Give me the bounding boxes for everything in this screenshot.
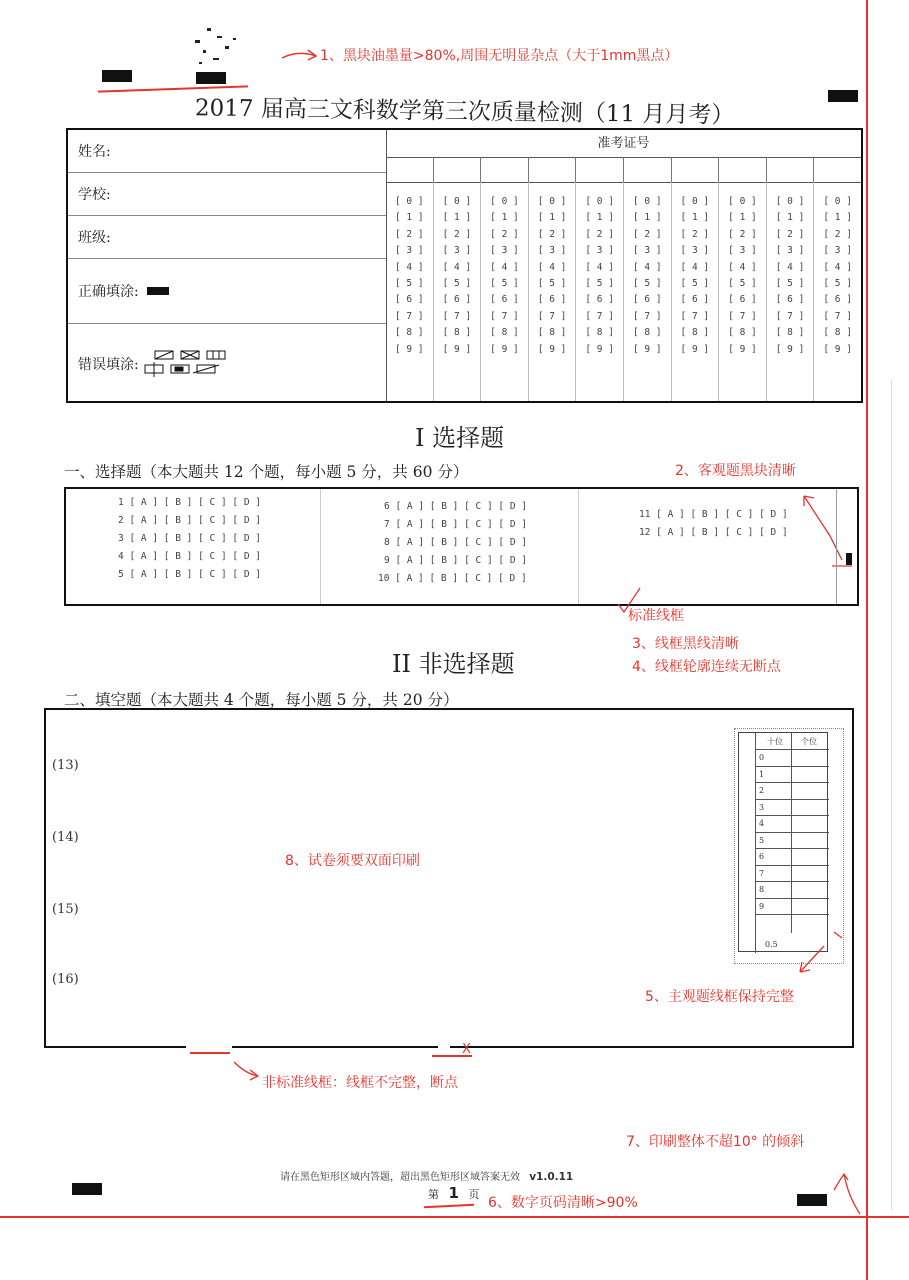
id-bubble[interactable]: [ 6 ] — [823, 294, 852, 306]
id-bubble[interactable]: [ 4 ] — [680, 261, 710, 273]
fill-question-label: (13) — [52, 758, 79, 773]
school-label: 学校: — [78, 187, 111, 203]
annotation-page-number: 6、数字页码清晰>90% — [488, 1195, 638, 1211]
position-mark-top-left-2 — [196, 72, 226, 84]
id-bubble[interactable]: [ 0 ] — [728, 196, 757, 207]
id-bubble[interactable]: [ 9 ] — [442, 343, 472, 355]
page-number — [428, 1184, 479, 1202]
id-digit-column — [672, 182, 720, 401]
correct-fill-sample-icon — [147, 287, 169, 295]
annotation-duplex-print: 8、试卷须要双面印刷 — [285, 853, 420, 869]
id-bubble[interactable]: [ 2 ] — [680, 228, 710, 240]
check-mark-icon — [614, 586, 644, 616]
score-row-label: 4 — [759, 819, 765, 828]
id-digit-column — [719, 182, 767, 401]
section1-heading: I 选择题 — [415, 424, 505, 452]
section2-heading: II 非选择题 — [392, 650, 515, 678]
student-info-column — [68, 130, 387, 401]
id-bubble[interactable]: [ 8 ] — [442, 327, 472, 339]
id-bubble[interactable]: [ 4 ] — [394, 261, 424, 273]
multiple-choice-box — [64, 487, 859, 606]
pointer-arrow-icon — [826, 1160, 866, 1216]
x-mark: X — [462, 1042, 471, 1057]
id-write-box[interactable] — [672, 157, 720, 182]
id-bubble[interactable]: [ 8 ] — [632, 327, 662, 339]
id-bubble[interactable]: [ 0 ] — [680, 196, 710, 207]
exam-id-bubble-grid — [386, 182, 861, 401]
id-bubble[interactable]: [ 7 ] — [775, 310, 805, 322]
id-bubble[interactable]: [ 1 ] — [775, 212, 805, 224]
class-label: 班级: — [78, 230, 111, 246]
id-bubble[interactable]: [ 2 ] — [442, 228, 472, 240]
id-bubble[interactable]: [ 4 ] — [537, 261, 567, 273]
col-tens-header: 十位 — [767, 737, 783, 746]
id-digit-column — [767, 182, 815, 401]
id-bubble[interactable]: [ 6 ] — [585, 294, 614, 306]
id-bubble[interactable]: [ 4 ] — [775, 261, 805, 273]
mc-question[interactable]: 8 [ A ] [ B ] [ C ] [ D ] — [384, 537, 527, 548]
id-bubble[interactable]: [ 8 ] — [585, 327, 614, 339]
id-bubble[interactable]: [ 6 ] — [537, 294, 567, 306]
class-field[interactable] — [68, 216, 386, 259]
id-bubble[interactable]: [ 4 ] — [632, 261, 662, 273]
id-bubble[interactable]: [ 1 ] — [728, 212, 757, 224]
id-bubble[interactable]: [ 5 ] — [632, 277, 662, 289]
id-bubble[interactable]: [ 5 ] — [490, 277, 519, 289]
id-write-box[interactable] — [434, 157, 482, 182]
id-bubble[interactable]: [ 7 ] — [680, 310, 710, 322]
id-bubble[interactable]: [ 2 ] — [775, 228, 805, 240]
id-digit-column — [481, 182, 529, 401]
id-bubble[interactable]: [ 9 ] — [490, 343, 519, 355]
id-bubble[interactable]: [ 1 ] — [585, 212, 614, 224]
id-bubble[interactable]: [ 3 ] — [680, 245, 710, 257]
score-row-label: 8 — [759, 885, 765, 894]
id-bubble[interactable]: [ 5 ] — [394, 277, 424, 289]
id-digit-column — [529, 182, 577, 401]
mc-divider-3 — [836, 489, 837, 604]
half-point-label[interactable]: 0.5 — [765, 940, 778, 949]
id-bubble[interactable]: [ 8 ] — [823, 327, 852, 339]
id-bubble[interactable]: [ 2 ] — [537, 228, 567, 240]
wrong-fill-row — [68, 324, 386, 403]
id-bubble[interactable]: [ 1 ] — [632, 212, 662, 224]
mc-divider-1 — [320, 489, 321, 604]
col-ones-header: 个位 — [801, 737, 817, 746]
footer-notice — [280, 1168, 573, 1183]
position-mark-top-left-1 — [102, 70, 132, 82]
id-bubble[interactable]: [ 4 ] — [585, 261, 614, 273]
id-bubble[interactable]: [ 6 ] — [442, 294, 472, 306]
id-bubble[interactable]: [ 5 ] — [823, 277, 852, 289]
break-underline-1 — [190, 1052, 230, 1054]
id-bubble[interactable]: [ 7 ] — [394, 310, 424, 322]
id-write-box[interactable] — [576, 157, 624, 182]
id-bubble[interactable]: [ 5 ] — [537, 277, 567, 289]
exam-id-write-boxes — [386, 157, 861, 183]
id-bubble[interactable]: [ 8 ] — [490, 327, 519, 339]
page-suffix: 页 — [468, 1188, 480, 1201]
id-bubble[interactable]: [ 0 ] — [585, 196, 614, 207]
id-bubble[interactable]: [ 6 ] — [680, 294, 710, 306]
id-bubble[interactable]: [ 3 ] — [632, 245, 662, 257]
annotation-subjective-frame: 5、主观题线框保持完整 — [645, 989, 794, 1005]
id-bubble[interactable]: [ 4 ] — [490, 261, 519, 273]
page-title: 2017 届高三文科数学第三次质量检测（11 月月考） — [194, 95, 735, 129]
objective-position-mark — [846, 553, 852, 565]
id-digit-column — [624, 182, 672, 401]
id-bubble[interactable]: [ 6 ] — [632, 294, 662, 306]
id-bubble[interactable]: [ 9 ] — [632, 343, 662, 355]
id-bubble[interactable]: [ 1 ] — [680, 212, 710, 224]
id-bubble[interactable]: [ 7 ] — [585, 310, 614, 322]
id-bubble[interactable]: [ 0 ] — [775, 196, 805, 207]
id-digit-column — [386, 182, 434, 401]
id-bubble[interactable]: [ 3 ] — [490, 245, 519, 257]
score-row-label: 9 — [759, 901, 765, 911]
score-row-label: 2 — [759, 786, 765, 795]
page-underline — [424, 1204, 474, 1209]
id-bubble[interactable]: [ 5 ] — [680, 277, 710, 289]
page-number-value: 1 — [448, 1184, 459, 1202]
id-bubble[interactable]: [ 2 ] — [728, 228, 757, 240]
id-bubble[interactable]: [ 9 ] — [728, 343, 757, 355]
id-bubble[interactable]: [ 4 ] — [823, 261, 852, 273]
id-bubble[interactable]: [ 2 ] — [823, 228, 852, 240]
annotation-tilt-limit: 7、印刷整体不超10° 的倾斜 — [626, 1134, 805, 1150]
correct-fill-label: 正确填涂: — [78, 284, 139, 300]
mc-question[interactable]: 10 [ A ] [ B ] [ C ] [ D ] — [378, 573, 527, 584]
annotation-ink-quality: 1、黑块油墨量>80%,周围无明显杂点（大于1mm黑点） — [320, 48, 679, 64]
id-bubble[interactable]: [ 9 ] — [585, 343, 614, 355]
exam-id-area — [386, 130, 861, 401]
id-bubble[interactable]: [ 5 ] — [728, 277, 757, 289]
id-write-box[interactable] — [529, 157, 577, 182]
id-digit-column — [434, 182, 482, 401]
id-bubble[interactable]: [ 1 ] — [823, 212, 852, 224]
id-write-box[interactable] — [719, 157, 767, 182]
id-bubble[interactable]: [ 1 ] — [490, 212, 519, 224]
section1-subheading: 一、选择题（本大题共 12 个题，每小题 5 分，共 60 分） — [64, 463, 469, 481]
mc-question[interactable]: 3 [ A ] [ B ] [ C ] [ D ] — [118, 533, 261, 544]
wrong-fill-label: 错误填涂: — [78, 356, 139, 373]
id-bubble[interactable]: [ 7 ] — [442, 310, 472, 322]
id-bubble[interactable]: [ 5 ] — [775, 277, 805, 289]
id-write-box[interactable] — [814, 157, 861, 182]
annotation-standard-frame: 标准线框 — [628, 608, 684, 624]
arrow-icon — [280, 44, 320, 68]
position-mark-top-right — [828, 90, 858, 102]
position-mark-bottom-right — [797, 1194, 827, 1206]
fill-question-label: (15) — [52, 902, 79, 917]
score-row-label: 7 — [759, 868, 765, 878]
id-write-box[interactable] — [624, 157, 672, 182]
id-bubble[interactable]: [ 0 ] — [823, 196, 852, 207]
id-bubble[interactable]: [ 0 ] — [442, 196, 472, 207]
id-bubble[interactable]: [ 9 ] — [775, 343, 805, 355]
arrow-icon — [232, 1058, 262, 1084]
id-bubble[interactable]: [ 7 ] — [728, 310, 757, 322]
id-bubble[interactable]: [ 8 ] — [394, 327, 424, 339]
correct-fill-row — [68, 259, 386, 324]
id-bubble[interactable]: [ 3 ] — [442, 245, 472, 257]
id-bubble[interactable]: [ 9 ] — [680, 343, 710, 355]
mc-question[interactable]: 2 [ A ] [ B ] [ C ] [ D ] — [118, 515, 261, 526]
id-bubble[interactable]: [ 2 ] — [585, 228, 614, 240]
id-bubble[interactable]: [ 3 ] — [585, 245, 614, 257]
frame-break-1 — [186, 1044, 232, 1049]
bottom-margin-line — [0, 1216, 909, 1218]
id-bubble[interactable]: [ 1 ] — [537, 212, 567, 224]
id-write-box[interactable] — [767, 157, 815, 182]
section2-subheading: 二、填空题（本大题共 4 个题，每小题 5 分，共 20 分） — [64, 691, 459, 709]
score-row-label: 6 — [759, 852, 765, 861]
frame-break-2 — [438, 1044, 450, 1049]
footer-version: v1.0.11 — [529, 1171, 574, 1183]
score-row-label: 0 — [759, 753, 765, 762]
id-write-box[interactable] — [481, 157, 529, 182]
id-bubble[interactable]: [ 6 ] — [775, 294, 805, 306]
annotation-objective-marks: 2、客观题黑块清晰 — [675, 463, 796, 479]
footer-notice-text: 请在黑色矩形区域内答题，超出黑色矩形区域答案无效 — [280, 1172, 520, 1183]
id-bubble[interactable]: [ 2 ] — [632, 228, 662, 240]
id-bubble[interactable]: [ 1 ] — [442, 212, 472, 224]
id-bubble[interactable]: [ 1 ] — [394, 212, 424, 224]
id-bubble[interactable]: [ 8 ] — [680, 327, 710, 339]
mc-divider-2 — [578, 489, 579, 604]
school-field[interactable] — [68, 173, 386, 216]
id-bubble[interactable]: [ 0 ] — [632, 196, 662, 207]
id-bubble[interactable]: [ 5 ] — [442, 277, 472, 289]
correction-arrow-icon — [790, 922, 850, 982]
id-bubble[interactable]: [ 8 ] — [775, 327, 805, 339]
id-bubble[interactable]: [ 3 ] — [537, 245, 567, 257]
position-mark-bottom-left — [72, 1183, 102, 1195]
id-bubble[interactable]: [ 0 ] — [394, 196, 424, 207]
id-bubble[interactable]: [ 9 ] — [394, 343, 424, 355]
id-bubble[interactable]: [ 6 ] — [490, 294, 519, 306]
id-bubble[interactable]: [ 3 ] — [775, 245, 805, 257]
name-label: 姓名: — [78, 144, 111, 160]
score-row-label: 3 — [759, 802, 765, 812]
id-bubble[interactable]: [ 4 ] — [442, 261, 472, 273]
id-write-box[interactable] — [386, 157, 434, 182]
right-light-border — [891, 380, 892, 1210]
id-bubble[interactable]: [ 6 ] — [728, 294, 757, 306]
mc-question[interactable]: 4 [ A ] [ B ] [ C ] [ D ] — [118, 551, 261, 562]
mc-question[interactable]: 5 [ A ] [ B ] [ C ] [ D ] — [118, 569, 261, 580]
mc-question[interactable]: 1 [ A ] [ B ] [ C ] [ D ] — [118, 497, 261, 508]
id-bubble[interactable]: [ 7 ] — [537, 310, 567, 322]
id-bubble[interactable]: [ 9 ] — [823, 343, 852, 355]
name-field[interactable] — [68, 130, 386, 173]
score-row-label: 5 — [759, 835, 765, 845]
id-bubble[interactable]: [ 3 ] — [823, 245, 852, 257]
annotation-non-standard-frame: 非标准线框：线框不完整，断点 — [262, 1075, 458, 1091]
id-bubble[interactable]: [ 7 ] — [490, 310, 519, 322]
id-bubble[interactable]: [ 3 ] — [728, 245, 757, 257]
page-prefix: 第 — [428, 1188, 439, 1201]
mc-question[interactable]: 9 [ A ] [ B ] [ C ] [ D ] — [384, 555, 527, 566]
mc-question[interactable]: 11 [ A ] [ B ] [ C ] [ D ] — [639, 509, 788, 520]
annotation-continuous-frame: 4、线框轮廓连续无断点 — [632, 659, 781, 675]
id-bubble[interactable]: [ 2 ] — [490, 228, 519, 240]
id-bubble[interactable]: [ 6 ] — [394, 294, 424, 306]
ink-speckles — [185, 22, 255, 72]
exam-id-header: 准考证号 — [386, 130, 861, 158]
id-bubble[interactable]: [ 8 ] — [728, 327, 757, 339]
mc-question[interactable]: 7 [ A ] [ B ] [ C ] [ D ] — [384, 519, 527, 530]
annotation-line-clarity: 3、线框黑线清晰 — [632, 636, 739, 652]
wrong-fill-samples-icon — [143, 349, 233, 379]
header-table — [66, 128, 863, 403]
id-bubble[interactable]: [ 7 ] — [632, 310, 662, 322]
id-bubble[interactable]: [ 7 ] — [823, 310, 852, 322]
right-margin-line — [866, 0, 868, 1280]
id-bubble[interactable]: [ 5 ] — [585, 277, 614, 289]
id-bubble[interactable]: [ 0 ] — [490, 196, 519, 207]
id-bubble[interactable]: [ 0 ] — [537, 196, 567, 207]
id-bubble[interactable]: [ 9 ] — [537, 343, 567, 355]
id-bubble[interactable]: [ 8 ] — [537, 327, 567, 339]
mc-question[interactable]: 6 [ A ] [ B ] [ C ] [ D ] — [384, 501, 527, 512]
id-bubble[interactable]: [ 4 ] — [728, 261, 757, 273]
id-bubble[interactable]: [ 3 ] — [394, 245, 424, 257]
mc-question[interactable]: 12 [ A ] [ B ] [ C ] [ D ] — [639, 527, 788, 538]
fill-question-label: (14) — [52, 830, 79, 845]
id-digit-column — [576, 182, 624, 401]
id-bubble[interactable]: [ 2 ] — [394, 228, 424, 240]
score-row-label: 1 — [759, 769, 765, 779]
id-digit-column — [814, 182, 861, 401]
fill-question-label: (16) — [52, 972, 79, 987]
